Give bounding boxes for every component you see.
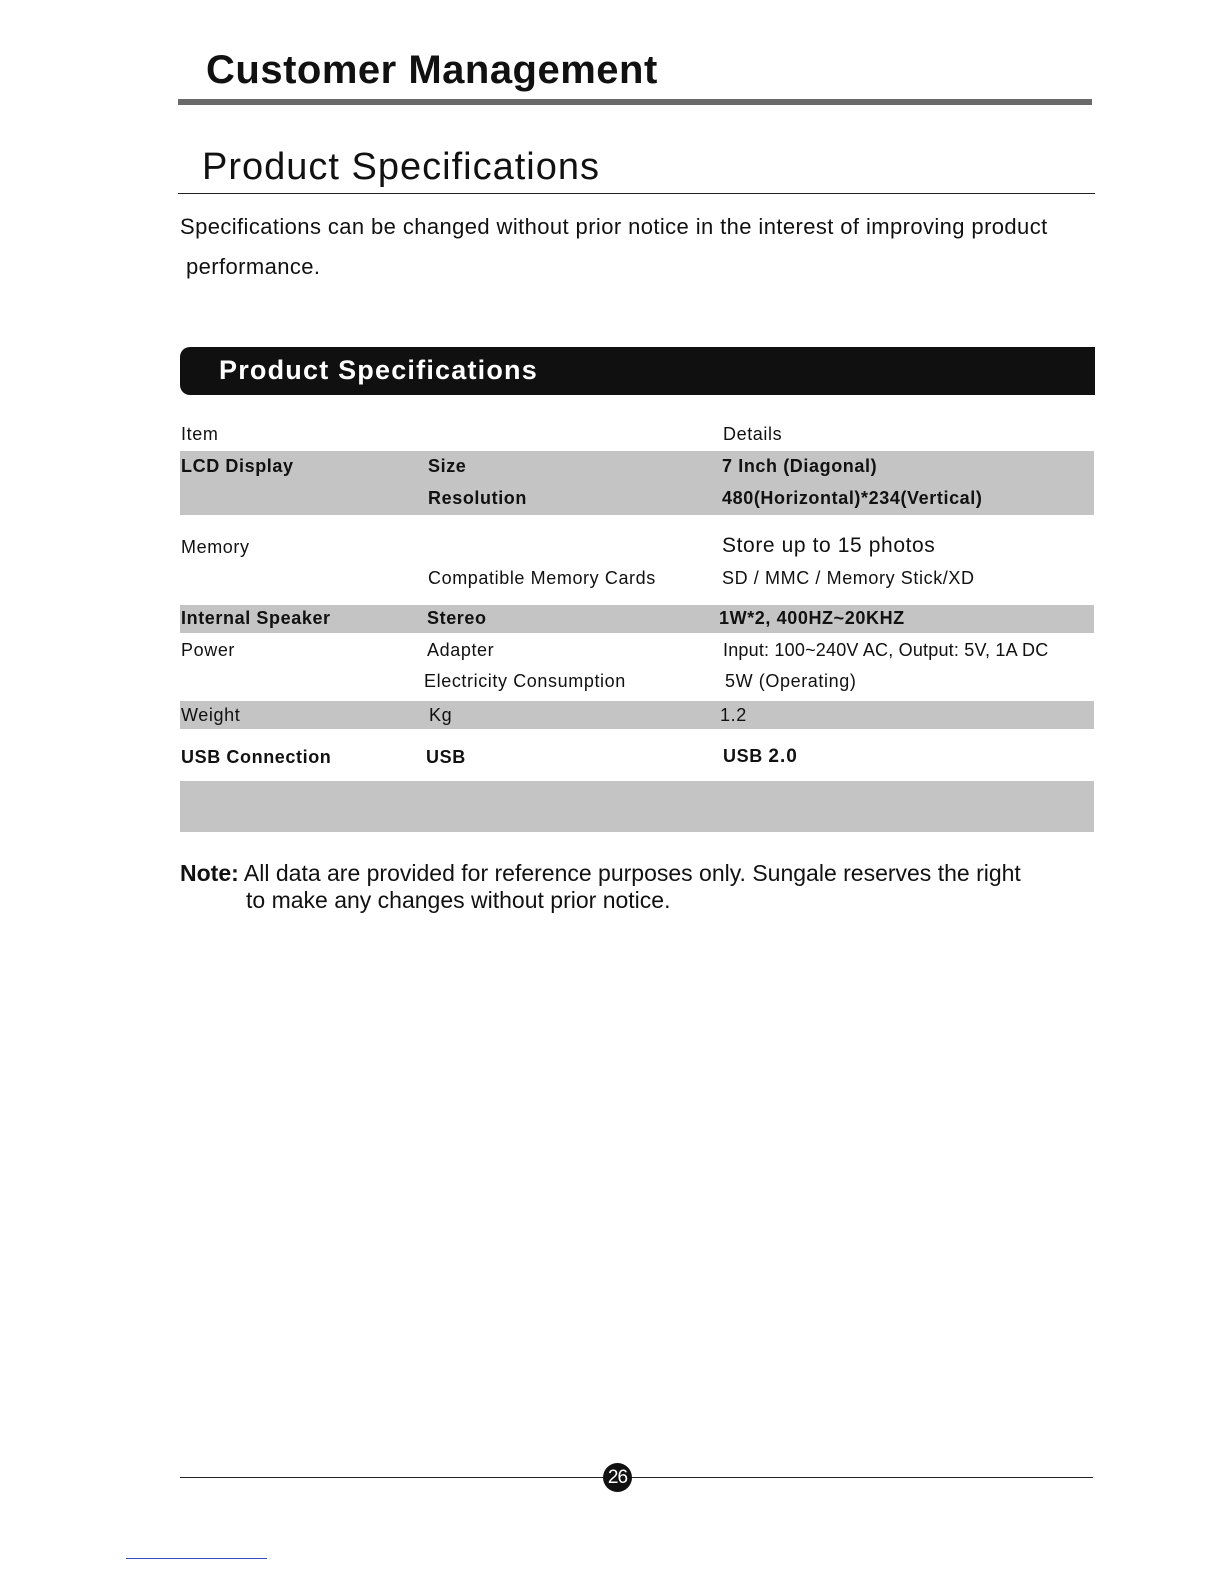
table-cell-details: 5W (Operating) [725,671,857,691]
page-number-badge: 26 [603,1463,632,1492]
note-label: Note: [180,860,239,886]
usb-details-prefix: USB [723,746,763,766]
specs-table-banner [180,347,1095,395]
table-cell-details: 480(Horizontal)*234(Vertical) [722,488,983,508]
table-cell-details: 1.2 [720,705,747,725]
footer-corner-line [126,1558,267,1559]
footer-divider [180,1477,1093,1478]
table-cell-details: Input: 100~240V AC, Output: 5V, 1A DC [723,640,1049,660]
table-cell-sub: Resolution [428,488,527,508]
intro-text-line-1: Specifications can be changed without prior notice in the interest of improving product [180,214,1048,239]
table-cell-sub: Size [428,456,467,476]
table-cell-item: Memory [181,537,250,557]
table-cell-sub: Electricity Consumption [424,671,626,691]
table-cell-item: Weight [181,705,241,725]
table-cell-details: SD / MMC / Memory Stick/XD [722,568,975,588]
specs-table-banner-title: Product Specifications [219,355,538,385]
table-cell-details: 7 Inch (Diagonal) [722,456,878,476]
table-cell-details: Store up to 15 photos [722,534,936,557]
table-cell-sub: Kg [429,705,453,725]
column-header-item: Item [181,424,219,444]
table-cell-sub: Compatible Memory Cards [428,568,656,588]
page-header-title: Customer Management [206,48,658,92]
note-text-1: All data are provided for reference purposes only. Sungale reserves the right [243,860,1021,886]
note-text-2: to make any changes without prior notice. [246,887,671,913]
table-cell-item: USB Connection [181,747,332,767]
header-divider [178,99,1092,105]
table-cell-details: 1W*2, 400HZ~20KHZ [719,608,905,628]
row-band-weight [180,701,1094,729]
table-cell-item: LCD Display [181,456,294,476]
table-cell-sub: USB [426,747,466,767]
table-cell-details [723,746,798,768]
table-cell-sub: Adapter [427,640,495,660]
usb-details-version: 2.0 [768,746,798,767]
table-cell-sub: Stereo [427,608,487,628]
table-cell-item: Power [181,640,236,660]
note-line-1 [180,860,1080,887]
row-band-empty [180,781,1094,832]
section-title: Product Specifications [202,146,600,188]
section-divider [178,193,1095,194]
intro-text-line-2: performance. [186,254,321,279]
table-cell-item: Internal Speaker [181,608,331,628]
note-block [180,860,1080,914]
column-header-details: Details [723,424,783,444]
